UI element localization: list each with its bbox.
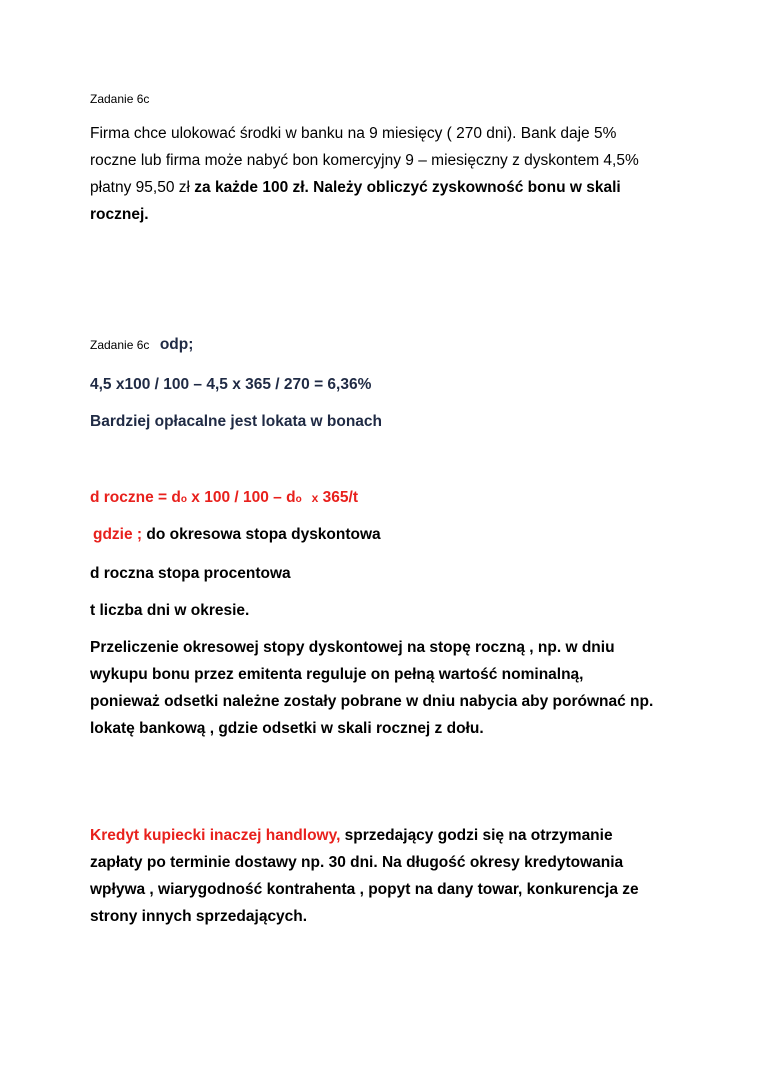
credit-line-2: zapłaty po terminie dostawy np. 30 dni. Na długość okresy kredytowania <box>90 854 624 871</box>
explanation-line-4: lokatę bankową , gdzie odsetki w skali rocznej z dołu. <box>90 720 484 737</box>
answer-heading: Zadanie 6c <box>90 338 150 352</box>
credit-paragraph <box>90 822 690 930</box>
general-formula <box>90 484 690 513</box>
task-line-3a: płatny 95,50 zł <box>90 179 195 196</box>
definition-t: t liczba dni w okresie. <box>90 602 250 619</box>
credit-line-4: strony innych sprzedających. <box>90 908 308 925</box>
task-line-2: roczne lub firma może nabyć bon komercyjny 9 – miesięczny z dyskontem 4,5% <box>90 152 639 169</box>
task-heading: Zadanie 6c <box>90 92 150 106</box>
answer-formula: 4,5 x100 / 100 – 4,5 x 365 / 270 = 6,36% <box>90 376 372 393</box>
formula-x: x <box>311 491 319 505</box>
task-line-3 <box>90 174 690 201</box>
explanation-paragraph <box>90 634 690 742</box>
formula-subscript-2: o <box>295 494 302 505</box>
credit-term: Kredyt kupiecki inaczej handlowy, <box>90 827 341 844</box>
answer-conclusion: Bardziej opłacalne jest lokata w bonach <box>90 413 383 430</box>
formula-part-2: x 100 / 100 – d <box>186 489 296 506</box>
do-definition: do okresowa stopa dyskontowa <box>142 526 381 543</box>
explanation-line-3: ponieważ odsetki należne zostały pobrane w dniu nabycia aby porównać np. <box>90 693 654 710</box>
formula-part-3: 365/t <box>318 489 358 506</box>
explanation-line-2: wykupu bonu przez emitenta reguluje on pełną wartość nominalną, <box>90 666 584 683</box>
credit-line-3: wpływa , wiarygodność kontrahenta , popyt na dany towar, konkurencja ze <box>90 881 639 898</box>
answer-odp: odp; <box>159 336 194 353</box>
gdzie-label: gdzie ; <box>93 526 143 543</box>
definition-do <box>90 521 690 548</box>
task-line-3b: za każde 100 zł. Należy obliczyć zyskowność bonu w skali <box>194 179 621 196</box>
task-paragraph <box>90 120 690 228</box>
credit-line-1 <box>90 822 690 849</box>
explanation-line-1: Przeliczenie okresowej stopy dyskontowej na stopę roczną , np. w dniu <box>90 639 615 656</box>
answer-heading-line <box>90 336 690 354</box>
credit-line-1-rest: sprzedający godzi się na otrzymanie <box>340 827 613 844</box>
formula-part-1: d roczne = d <box>90 489 181 506</box>
task-line-1: Firma chce ulokować środki w banku na 9 miesięcy ( 270 dni). Bank daje 5% <box>90 125 617 142</box>
formula-subscript-1: o <box>180 494 187 505</box>
task-line-4: rocznej. <box>90 206 149 223</box>
definition-d: d roczna stopa procentowa <box>90 565 291 582</box>
